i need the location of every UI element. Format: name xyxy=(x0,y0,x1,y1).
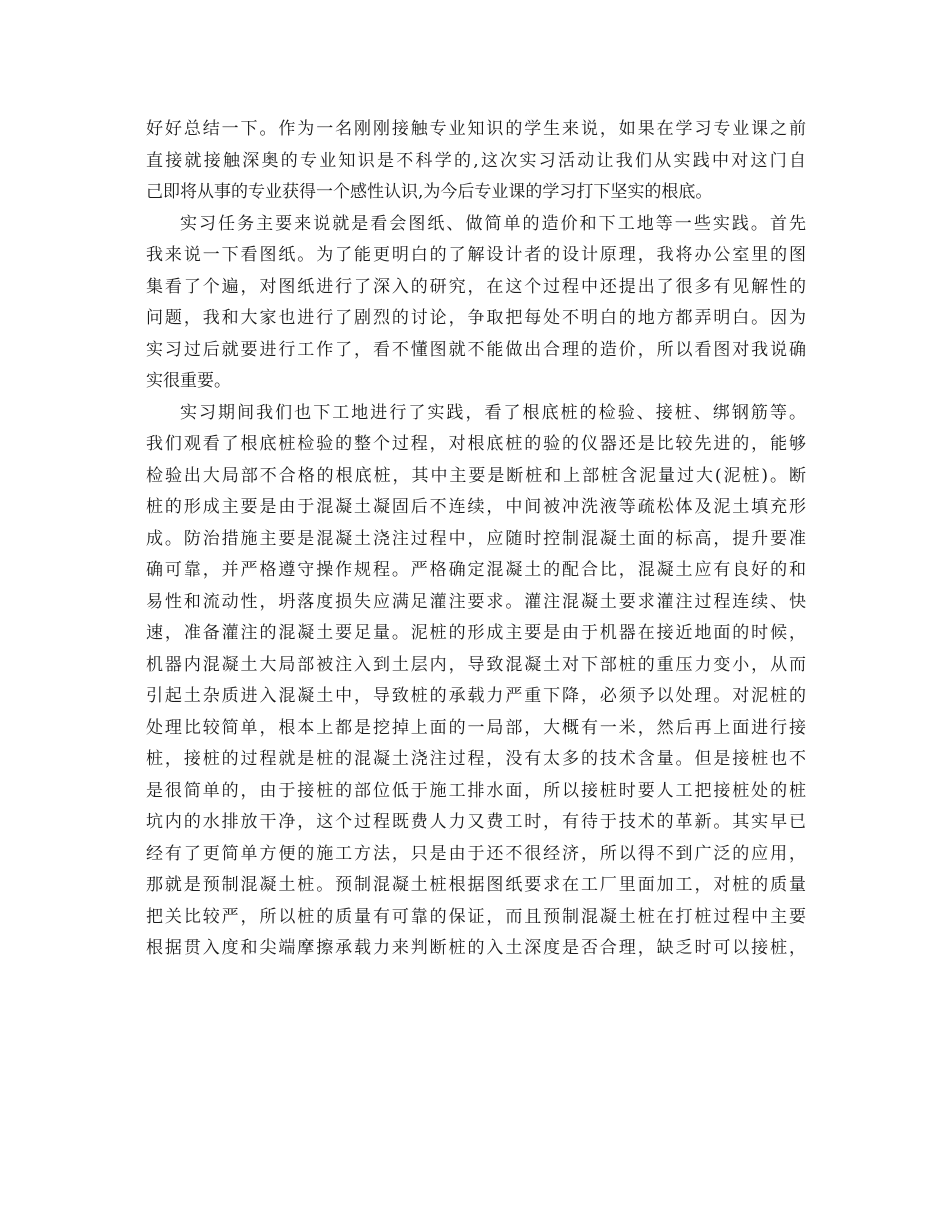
text-line: 好好总结一下。作为一名刚刚接触专业知识的学生来说，如果在学习专业课之前 xyxy=(146,119,806,139)
text-line: 己即将从事的专业获得一个感性认识,为今后专业课的学习打下坚实的根底。 xyxy=(146,182,713,202)
text-line: 检验出大局部不合格的根底桩，其中主要是断桩和上部桩含泥量过大(泥桩)。断 xyxy=(146,465,806,486)
text-line: 把关比较严，所以桩的质量有可靠的保证，而且预制混凝土桩在打桩过程中主要 xyxy=(146,906,806,927)
text-line: 根据贯入度和尖端摩擦承载力来判断桩的入土深度是否合理，缺乏时可以接桩， xyxy=(146,938,806,958)
paragraph-1 xyxy=(146,114,806,209)
text-line: 经有了更简单方便的施工方法，只是由于还不很经济，所以得不到广泛的应用， xyxy=(146,843,806,864)
text-line: 实习期间我们也下工地进行了实践，看了根底桩的检验、接桩、绑钢筋等。 xyxy=(180,402,806,423)
text-line: 处理比较简单，根本上都是挖掉上面的一局部，大概有一米，然后再上面进行接 xyxy=(146,717,806,738)
text-line: 问题，我和大家也进行了剧烈的讨论，争取把每处不明白的地方都弄明白。因为 xyxy=(146,308,806,328)
text-line: 实很重要。 xyxy=(146,371,231,391)
text-line: 实习过后就要进行工作了，看不懂图就不能做出合理的造价，所以看图对我说确 xyxy=(146,339,806,360)
text-line: 我来说一下看图纸。为了能更明白的了解设计者的设计原理，我将办公室里的图 xyxy=(146,245,806,265)
text-line: 机器内混凝土大局部被注入到土层内，导致混凝土对下部桩的重压力变小，从而 xyxy=(146,654,806,675)
text-line: 集看了个遍，对图纸进行了深入的研究，在这个过程中还提出了很多有见解性的 xyxy=(146,276,806,297)
text-line: 引起土杂质进入混凝土中，导致桩的承载力严重下降，必须予以处理。对泥桩的 xyxy=(146,686,806,706)
text-line: 成。防治措施主要是混凝土浇注过程中，应随时控制混凝土面的标高，提升要准 xyxy=(146,528,806,549)
text-line: 桩，接桩的过程就是桩的混凝土浇注过程，没有太多的技术含量。但是接桩也不 xyxy=(146,749,806,769)
text-line: 桩的形成主要是由于混凝土凝固后不连续，中间被冲洗液等疏松体及泥土填充形 xyxy=(146,497,806,517)
text-line: 那就是预制混凝土桩。预制混凝土桩根据图纸要求在工厂里面加工，对桩的质量 xyxy=(146,875,806,895)
text-line: 确可靠，并严格遵守操作规程。严格确定混凝土的配合比，混凝土应有良好的和 xyxy=(146,560,806,580)
text-line: 实习任务主要来说就是看会图纸、做简单的造价和下工地等一些实践。首先 xyxy=(180,213,806,234)
text-line: 是很简单的，由于接桩的部位低于施工排水面，所以接桩时要人工把接桩处的桩 xyxy=(146,780,806,801)
text-line: 我们观看了根底桩检验的整个过程，对根底桩的验的仪器还是比较先进的，能够 xyxy=(146,434,806,454)
paragraph-3 xyxy=(146,398,806,965)
text-line: 坑内的水排放干净，这个过程既费人力又费工时，有待于技术的革新。其实早已 xyxy=(146,812,806,832)
document-body xyxy=(146,114,806,965)
text-line: 直接就接触深奥的专业知识是不科学的,这次实习活动让我们从实践中对这门自 xyxy=(146,150,806,171)
paragraph-2 xyxy=(146,209,806,398)
text-line: 速，准备灌注的混凝土要足量。泥桩的形成主要是由于机器在接近地面的时候， xyxy=(146,623,806,643)
text-line: 易性和流动性，坍落度损失应满足灌注要求。灌注混凝土要求灌注过程连续、快 xyxy=(146,591,806,612)
